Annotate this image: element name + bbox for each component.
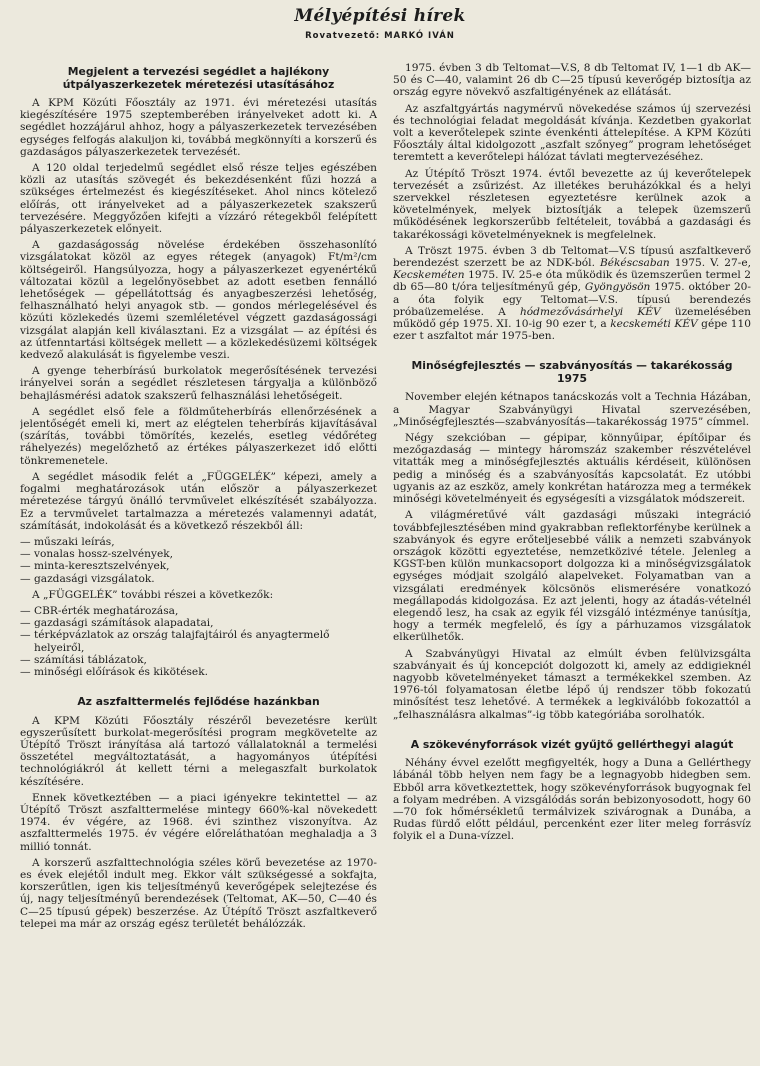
- list-item: — CBR-érték meghatározása,: [20, 605, 377, 617]
- section-title: Mélyépítési hírek: [294, 6, 466, 26]
- left-column: [20, 62, 377, 1062]
- paragraph: A gyenge teherbírású burkolatok megerősítésének tervezési irányelvei során a segédlet részletesen tárgyalja a különböző behajlásmérési adatok szakszerű felhasználási lehetőségeit.: [20, 365, 377, 402]
- paragraph: Ennek következtében — a piaci igényekre tekintettel — az Útépítő Tröszt aszfalttermelése mintegy 660%-kal növekedett 1974. év végére, az 1968. évi szinthez viszonyítva. Az aszfalttermelés 1975. év végére előreláthatóan meghaladja a 3 millió tonnát.: [20, 791, 377, 853]
- article-heading: Megjelent a tervezési segédlet a hajlékony útpályaszerkezetek méretezési utasításához: [62, 65, 335, 91]
- paragraph: A világméretűvé vált gazdasági műszaki integráció továbbfejlesztésében mind gyakrabban reflektorfénybe kerülnek a szabványok és egyre erőteljesebbé válik a nemzeti szabványok országok közötti egyeztetése, nemzetközivé tétele. Jelenleg a KGST-ben külön munkacsoport dolgozza ki a minőségvizsgálatok egységes módjait szolgáló alapelveket. Folyamatban van a vizsgálati eredmények kölcsönös elismerésére vonatkozó megállapodás kidolgozása. Ez azt jelenti, hogy az átadás-vételnél elegendő lesz, ha csak az egyik fél vizsgáló intézménye tanúsítja, hogy a termék megfelelő, és így a párhuzamos vizsgálatok elkerülhetők.: [393, 509, 751, 644]
- place-name: Kecskeméten: [393, 269, 465, 282]
- article-heading: A szökevényforrások vizét gyűjtő gellérthegyi alagút: [410, 737, 734, 751]
- article-heading: Minőségfejlesztés — szabványosítás — takarékosság 1975: [411, 359, 733, 385]
- list-item: — minőségi előírások és kikötések.: [20, 666, 377, 678]
- article-heading: Az aszfalttermelés fejlődése hazánkban: [77, 695, 320, 709]
- paragraph: A KPM Közúti Főosztály részéről bevezetésre került egyszerűsített burkolat-megerősítési program megkövetelte az Útépítő Tröszt irányítása alá tartozó vállalatoknál a termelési összetétel megváltoztatását, a hagyományos útépítési technológiákról át kellett térni a melegaszfalt burkolatok készítésére.: [20, 714, 377, 788]
- right-column: [393, 62, 751, 1062]
- list-item: — számítási táblázatok,: [20, 654, 377, 666]
- paragraph: A segédlet első fele a földműteherbírás ellenőrzésének a jelentőségét emeli ki, mert az elégtelen teherbírás kijavításával (szárítás, további tömörítés, kezelés, esetleg védőréteg ráhelyezés) megelőzhető az értékes pályaszerkezet idő előtti tönkremenetele.: [20, 405, 377, 467]
- paragraph: A „FÜGGELÉK” további részei a következők:: [32, 588, 274, 601]
- text-run: A Tröszt 1975. évben 3 db Teltomat—V.S típusú aszfaltkeverő berendezést szerzett be az NDK-ból.: [393, 244, 751, 270]
- text-run: 1975. október 20-a óta folyik egy Teltomat—V.S. típusú berendezés próbaüzemelése. A: [393, 281, 751, 318]
- text-run: 1975. V. 27-e,: [669, 257, 751, 270]
- paragraph: 1975. évben 3 db Teltomat—V.S, 8 db Teltomat IV, 1—1 db AK—50 és C—40, valamint 26 db C—25 típusú keverőgép biztosítja az ország egyre növekvő aszfaltigényének az ellátását.: [393, 62, 751, 99]
- company-name: kecskeméti KÉV: [610, 318, 698, 331]
- paragraph: A gazdaságosság növelése érdekében összehasonlító vizsgálatokat közöl az egyes rétegek (anyagok) Ft/m²/cm költségeiről. Hangsúlyozza, hogy a pályaszerkezet egyenértékű változatai közül a legelőnyösebbet az adott esetben fennálló lehetőségek — gépellátottság és anyagbeszerzési lehetőség, felhasználható helyi anyagok stb. — gondos mérlegelésével és közúti közlekedés üzemi szemléletével végzett gazdaságossági vizsgálat alapján kell kiválasztani. Ez a vizsgálat — az építési és az útfenntartási költségek mellett — a közlekedésüzemi költségek kedvező alakulását is figyelembe veszi.: [20, 239, 377, 362]
- text-run: gépe 110 ezer t aszfaltot már 1975-ben.: [393, 318, 751, 343]
- place-name: Békéscsaban: [599, 257, 670, 270]
- paragraph: A 120 oldal terjedelmű segédlet első része teljes egészében közli az utasítás szövegét és bekezdésenként fűzi hozzá a szükséges értelmezést és kiegészítéseket. Ahol nincs kötelező előírás, ott irányelveket ad a pályaszerkezetek szakszerű tervezésére. Meggyőzően kifejti a vízzáró rétegekből felépített pályaszerkezetek előnyeit.: [20, 162, 377, 236]
- list-item: — műszaki leírás,: [20, 536, 377, 548]
- text-run: üzemelésében működő gép 1975. XI. 10-ig 90 ezer t, a: [393, 305, 751, 331]
- list-item: — gazdasági számítások alapadatai,: [20, 617, 377, 629]
- place-name: Gyöngyösön: [584, 281, 651, 294]
- appendix-parts-list: [20, 536, 377, 585]
- text-run: 1975. IV. 25-e óta működik és üzemszerűen termel 2 db 65—80 t/óra teljesítményű gép,: [393, 269, 751, 294]
- paragraph: Az Útépítő Tröszt 1974. évtől bevezette az új keverőtelepek tervezését a zsűrizést. Az illetékes beruházókkal és a helyi szervekkel részletesen egyeztetésre kerülnek azok a követelmények, melyek biztosítják a telepek üzemszerű működésének legkorszerűbb feltételeit, továbbá a gazdasági és takarékossági követelményeknek is megfelelnek.: [393, 167, 751, 241]
- paragraph: Négy szekcióban — gépipar, könnyűipar, építőipar és mezőgazdaság — mintegy háromszáz szakember részvételével vitatták meg a minőségfejlesztés aktuális kérdéseit, különösen pedig a minőség és a szabványosítás kapcsolatát. Ez utóbbi ugyanis az az eszköz, amely konkrétan határozza meg a termékek minőségi követelményeit és egységesíti a vizsgálatok módszereit.: [393, 432, 751, 506]
- list-item: — térképvázlatok az ország talajfajtáiról és anyagtermelő helyeiről,: [20, 629, 377, 653]
- paragraph: Az aszfaltgyártás nagymérvű növekedése számos új szervezési és technológiai feladat megoldását kívánja. Kezdetben gyakorlat volt a keverőtelepek szinte évenkénti áttelepítése. A KPM Közúti Főosztály által kidolgozott „aszfalt szőnyeg” program lehetőséget teremtett a keverőtelepi hálózat távlati megtervezéséhez.: [393, 102, 751, 164]
- appendix-further-list: [20, 605, 377, 678]
- paragraph: A korszerű aszfalttechnológia széles körű bevezetése az 1970-es évek elejétől indult meg. Ekkor vált szükségessé a sokfajta, korszerűtlen, igen kis teljesítményű keverőgépek selejtezése és új, nagy teljesítményű berendezések (Teltomat, AK—50, C—40 és C—25 típusú gépek) beszerzése. Az Útépítő Tröszt aszfaltkeverő telepei ma már az ország egész területét behálózzák.: [20, 856, 377, 930]
- paragraph: November elején kétnapos tanácskozás volt a Technia Házában, a Magyar Szabványügyi Hivatal szervezésében, „Minőségfejlesztés—szabványosítás—takarékosság 1975” címmel.: [393, 391, 751, 428]
- paragraph: A segédlet második felét a „FÜGGELÉK” képezi, amely a fogalmi meghatározások után először a pályaszerkezet méretezése tárgyú önálló tervművelet elkészítését szabályozza. Ez a tervművelet tartalmazza a méretezés valamennyi adatát, számítását, indokolását és a következő részekből áll:: [20, 470, 377, 532]
- list-item: — minta-keresztszelvények,: [20, 560, 377, 572]
- masthead: [0, 6, 760, 43]
- list-item: — vonalas hossz-szelvények,: [20, 548, 377, 560]
- list-item: — gazdasági vizsgálatok.: [20, 573, 377, 585]
- paragraph: A Szabványügyi Hivatal az elmúlt évben felülvizsgálta szabványait és új koncepciót dolgozott ki, amely az eddigieknél nagyobb követelményeket támaszt a termékekkel szemben. Az 1976-tól folyamatosan életbe lépő új rendszer több fokozatú minősítést tesz lehetővé. A termékek a legkiválóbb fokozattól a „felhasználásra alkalmas”-ig több kategóriába sorolhatók.: [393, 647, 751, 721]
- company-name: hódmezővásárhelyi KÉV: [519, 305, 661, 318]
- paragraph: [393, 245, 751, 343]
- paragraph: A KPM Közúti Főosztály az 1971. évi méretezési utasítás kiegészítésére 1975 szeptemberében irányelveket adott ki. A segédlet hozzájárul ahhoz, hogy a pályaszerkezetek tervezésében egységes felfogás alakuljon ki, továbbá megkönnyíti a korszerű és gazdaságos pályaszerkezetek tervezését.: [20, 97, 377, 158]
- paragraph: Néhány évvel ezelőtt megfigyelték, hogy a Duna a Gellérthegy lábánál több helyen nem fagy be a legnagyobb hidegben sem. Ebből arra következtettek, hogy szökevényforrások bugyognak fel a folyam medrében. A vizsgálódás során bebizonyosodott, hogy 60—70 fok hőmérsékletű termálvizek szivárognak a Dunába, a Rudas fürdő előtt például, percenként ezer liter meleg forrásvíz folyik el a Duna-vízzel.: [393, 757, 751, 843]
- section-editor: Rovatvezető: MARKÓ IVÁN: [305, 31, 455, 41]
